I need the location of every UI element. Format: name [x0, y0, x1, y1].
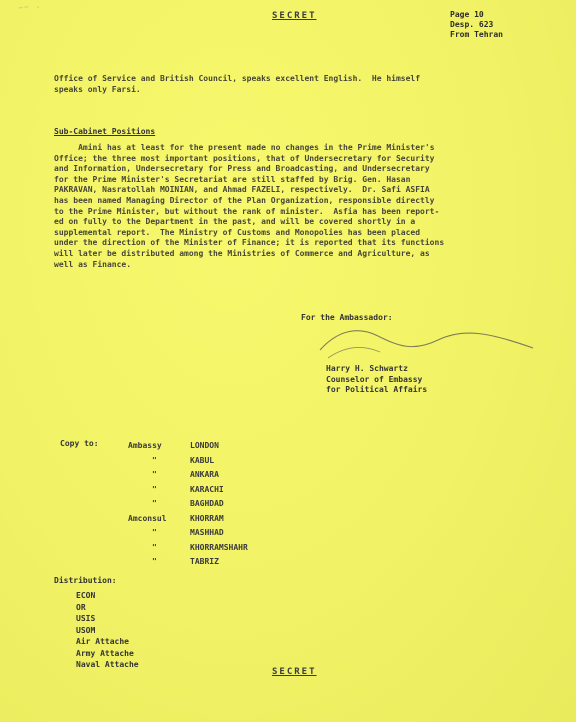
ref-despatch: Desp. 623	[450, 20, 494, 29]
classification-footer: SECRET	[272, 667, 317, 677]
handwritten-mark: ~~ .	[17, 0, 42, 13]
intro-paragraph: Office of Service and British Council, speaks excellent English. He himself speaks only Farsi.	[54, 74, 421, 94]
copy-row: " ANKARA	[152, 470, 219, 479]
handwritten-signature	[318, 322, 538, 362]
distribution-item: USOM	[76, 625, 96, 635]
signer-title-2: for Political Affairs	[326, 385, 428, 394]
page-reference	[450, 10, 503, 40]
signature-block	[326, 364, 427, 396]
copy-row: " TABRIZ	[152, 557, 219, 566]
body-paragraph: Amini has at least for the present made no changes in the Prime Minister's Office; the three most important positions, that of Undersecretary for Security and Information, Undersecretary for Press and Broadcasting, and Undersecretary for the Prime Minister's Secretariat are still staffed by Brig. Gen. Hasan PAKRAVAN, Nasratollah MOINIAN, and Ahmad FAZELI, respectively. Dr. Safi ASFIA has been named Managing Director of the Plan Organization, responsible directly to the Prime Minister, but without the rank of minister. Asfia has been report- ed on fully to the Department in the past, and will be covered shortly in a supplemental report. The Ministry of Customs and Monopolies has been placed under the direction of the Minister of Finance; it is reported that its functions will later be distributed among the Ministries of Commerce and Agriculture, as well as Finance.	[54, 143, 445, 269]
copy-row: " BAGHDAD	[152, 499, 224, 508]
copy-row: " KHORRAMSHAHR	[152, 542, 248, 552]
signature-for-line: For the Ambassador:	[301, 313, 393, 322]
copy-to-label: Copy to:	[60, 439, 99, 448]
distribution-item: Naval Attache	[76, 660, 139, 669]
copy-row: " MASHHAD	[152, 528, 224, 537]
copy-row: " KARACHI	[152, 484, 224, 494]
signer-title: Counselor of Embassy	[326, 374, 423, 384]
classification-header: SECRET	[272, 11, 317, 21]
section-heading: Sub-Cabinet Positions	[54, 127, 156, 136]
distribution-list	[76, 590, 139, 671]
copy-to-list	[128, 439, 248, 570]
copy-row: Ambassy LONDON	[128, 441, 219, 450]
distribution-item: OR	[76, 602, 86, 612]
ref-origin: From Tehran	[450, 30, 503, 39]
distribution-item: Army Attache	[76, 648, 134, 658]
distribution-item: Air Attache	[76, 637, 129, 646]
copy-row: " KABUL	[152, 455, 215, 465]
copy-row: Amconsul KHORRAM	[128, 513, 224, 523]
distribution-item: USIS	[76, 614, 96, 623]
signer-name: Harry H. Schwartz	[326, 364, 408, 373]
distribution-label: Distribution:	[54, 576, 117, 585]
ref-page-number: Page 10	[450, 10, 484, 19]
distribution-item: ECON	[76, 591, 96, 600]
